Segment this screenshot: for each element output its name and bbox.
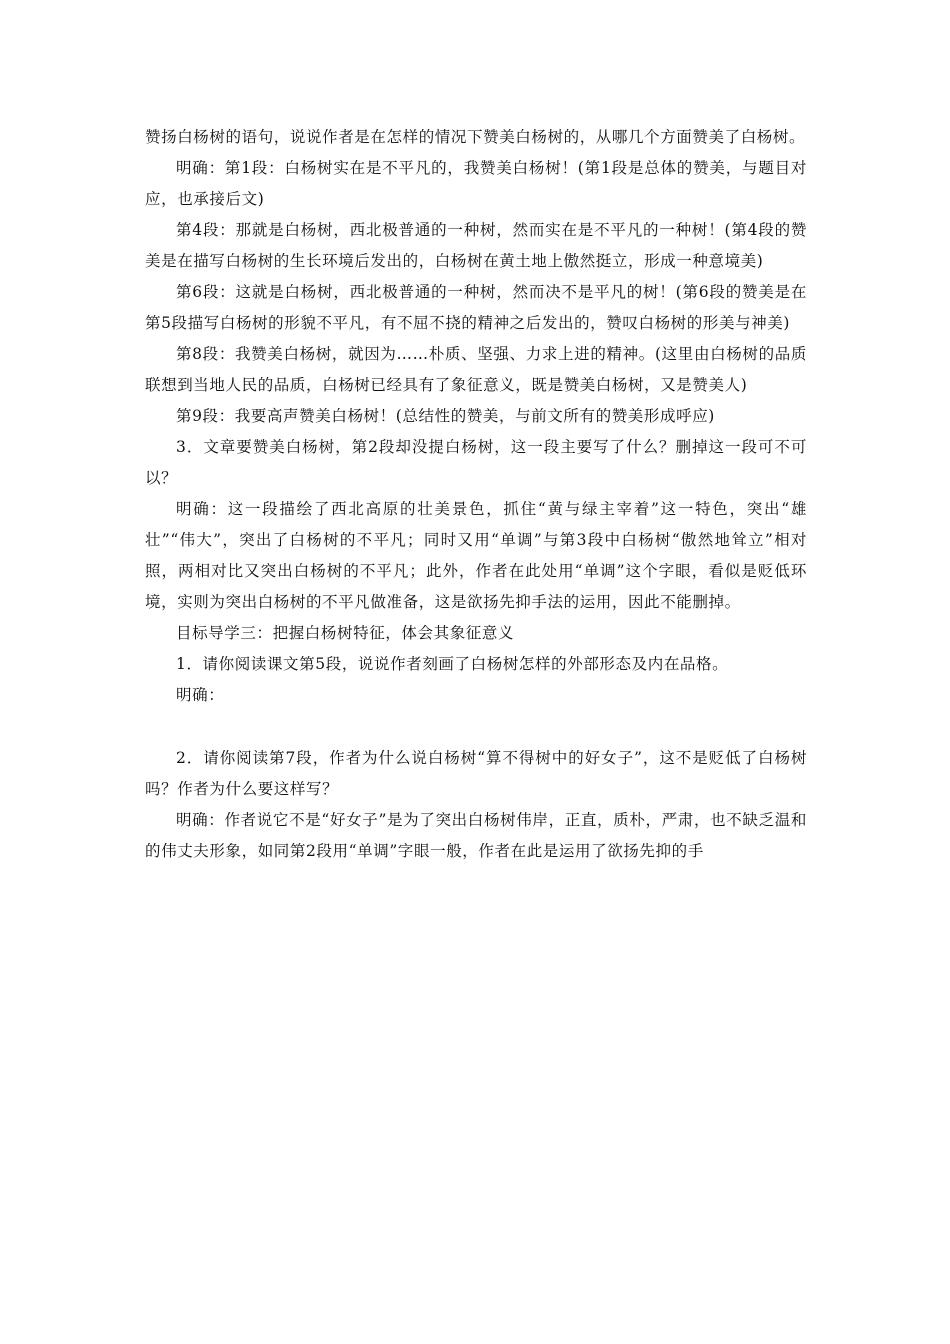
paragraph-section-6: 第6段：这就是白杨树，西北极普通的一种树，然而决不是平凡的树！(第6段的赞美是在第5段描写白杨树的形貌不平凡，有不屈不挠的精神之后发出的，赞叹白杨树的形美与神美) <box>145 283 807 332</box>
paragraph-answer-section-1: 明确：第1段：白杨树实在是不平凡的，我赞美白杨树！(第1段是总体的赞美，与题目对应，也承接后文) <box>145 159 807 208</box>
question-goal3-2: 2．请你阅读第7段，作者为什么说白杨树“算不得树中的好女子”，这不是贬低了白杨树吗？作者为什么要这样写？ <box>145 749 807 798</box>
question-goal3-1: 1．请你阅读课文第5段，说说作者刻画了白杨树怎样的外部形态及内在品格。 <box>176 655 729 673</box>
paragraph-continuation: 赞扬白杨树的语句，说说作者是在怎样的情况下赞美白杨树的，从哪几个方面赞美了白杨树。 <box>145 128 806 146</box>
goal-heading-3: 目标导学三：把握白杨树特征，体会其象征意义 <box>176 624 515 642</box>
blank-answer-space <box>145 711 807 743</box>
answer-goal3-1-label: 明确： <box>176 686 225 704</box>
answer-question-3: 明确：这一段描绘了西北高原的壮美景色，抓住“黄与绿主宰着”这一特色，突出“雄壮”“伟大”，突出了白杨树的不平凡；同时又用“单调”与第3段中白杨树“傲然地耸立”相对照，两相对比又突出白杨树的不平凡；此外，作者在此处用“单调”这个字眼，看似是贬低环境，实则为突出白杨树的不平凡做准备，这是欲扬先抑手法的运用，因此不能删掉。 <box>145 500 807 611</box>
document-body <box>145 122 807 867</box>
paragraph-section-4: 第4段：那就是白杨树，西北极普通的一种树，然而实在是不平凡的一种树！(第4段的赞美是在描写白杨树的生长环境后发出的，白杨树在黄土地上傲然挺立，形成一种意境美) <box>145 221 807 270</box>
answer-goal3-2: 明确：作者说它不是“好女子”是为了突出白杨树伟岸，正直，质朴，严肃，也不缺乏温和的伟丈夫形象，如同第2段用“单调”字眼一般，作者在此是运用了欲扬先抑的手 <box>145 811 807 860</box>
paragraph-section-8: 第8段：我赞美白杨树，就因为……朴质、坚强、力求上进的精神。(这里由白杨树的品质联想到当地人民的品质，白杨树已经具有了象征意义，既是赞美白杨树，又是赞美人) <box>145 345 807 394</box>
paragraph-section-9: 第9段：我要高声赞美白杨树！(总结性的赞美，与前文所有的赞美形成呼应) <box>176 407 715 425</box>
question-3: 3．文章要赞美白杨树，第2段却没提白杨树，这一段主要写了什么？删掉这一段可不可以？ <box>145 438 807 487</box>
